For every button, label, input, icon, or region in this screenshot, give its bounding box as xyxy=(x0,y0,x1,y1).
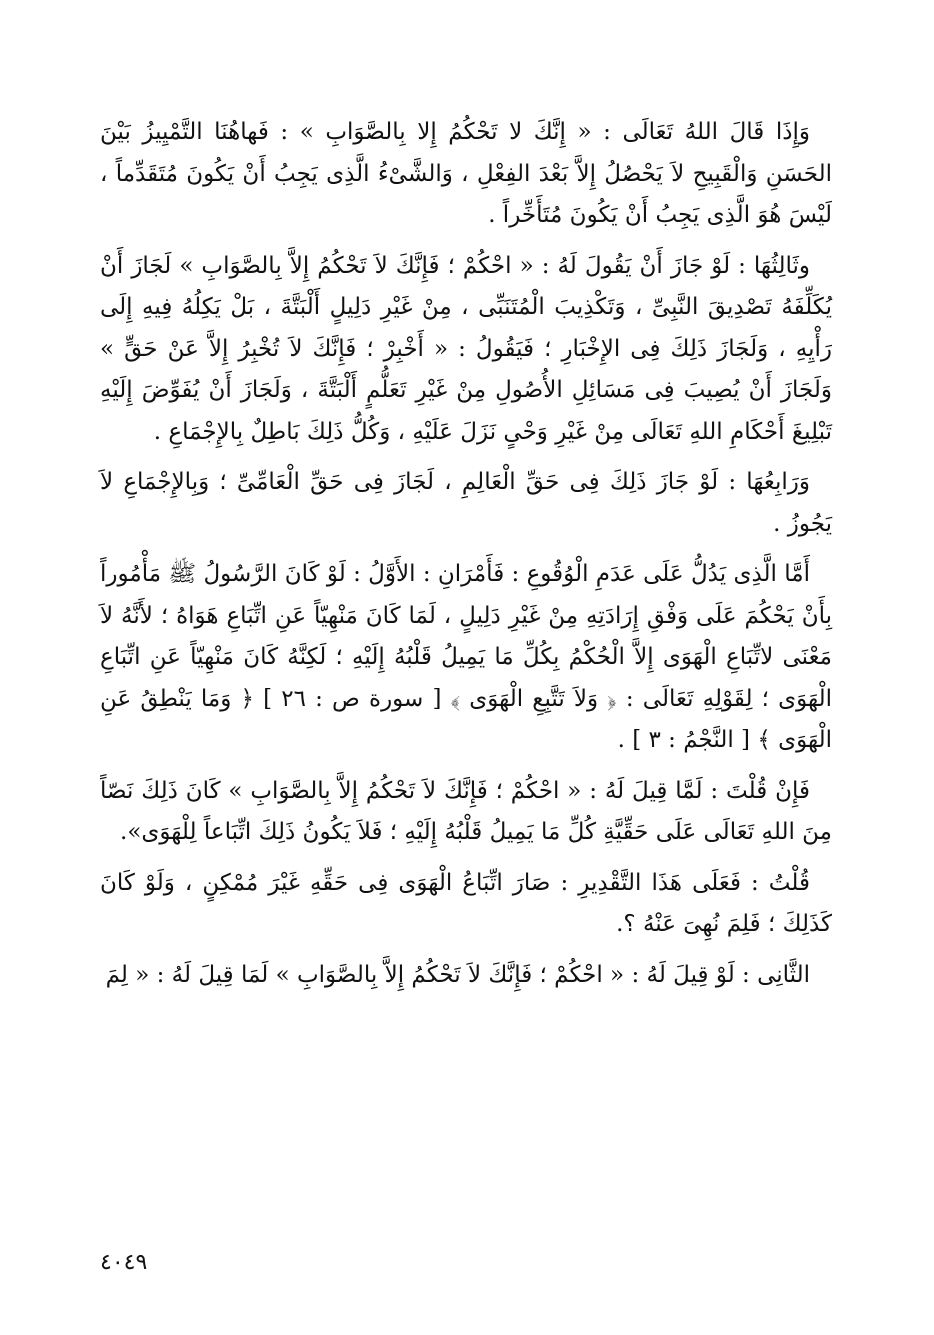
paragraph-7: الثَّانِى : لَوْ قِيلَ لَهُ : « احْكُمْ ؛ فَإِنَّكَ لاَ تَحْكُمُ إِلاَّ بِالصَّوَابِ » لَمَا قِيلَ لَهُ : « لِمَ xyxy=(105,961,810,988)
page-number: ٤٠٤٩ xyxy=(100,1250,148,1275)
paragraph-5: فَإِنْ قُلْتَ : لَمَّا قِيلَ لَهُ : « احْكُمْ ؛ فَإِنَّكَ لاَ تَحْكُمُ إِلاَّ بِالصَّوَابِ » كَانَ ذَلِكَ نَصّاً مِنَ اللهِ تَعَالَى عَلَى حَقِّيَّةِ كُلِّ مَا يَمِيلُ قَلْبُهُ إِلَيْهِ ؛ فَلاَ يَكُونُ ذَلِكَ اتِّبَاعاً لِلْهَوَى». xyxy=(100,777,832,845)
paragraph-3: وَرَابِعُهَا : لَوْ جَازَ ذَلِكَ فِى حَقِّ الْعَالِمِ ، لَجَازَ فِى حَقِّ الْعَامِّىِّ ؛ وَبِالإِجْمَاعِ لاَ يَجُوزُ . xyxy=(100,469,832,537)
paragraph-2: وثَالِثُهَا : لَوْ جَازَ أَنْ يَقُولَ لَهُ : « احْكُمْ ؛ فَإِنَّكَ لاَ تَحْكُمُ إِلاَّ بِالصَّوَابِ » لَجَازَ أَنْ يُكَلِّفَهُ تَصْدِيقَ النَّبِىِّ ، وَتَكْذِيبَ الْمُتَنَبِّى ، مِنْ غَيْرِ دَلِيلٍ أَلْبَتَّةَ ، بَلْ يَكِلُهُ فِيهِ إِلَى رَأْيِهِ ، وَلَجَازَ ذَلِكَ فِى الإِخْبَارِ ؛ فَيَقُولُ : « أَخْبِرْ ؛ فَإِنَّكَ لاَ تُخْبِرُ إِلاَّ عَنْ حَقٍّ » وَلَجَازَ أَنْ يُصِيبَ فِى مَسَائِلِ الأُصُولِ مِنْ غَيْرِ تَعَلُّمٍ أَلْبَتَّةَ ، وَلَجَازَ أَنْ يُفَوِّضَ إِلَيْهِ تَبْلِيغَ أَحْكَامِ اللهِ تَعَالَى مِنْ غَيْرِ وَحْىٍ نَزَلَ عَلَيْهِ ، وَكُلُّ ذَلِكَ بَاطِلٌ بِالإِجْمَاعِ . xyxy=(100,252,832,445)
paragraph-6: قُلْتُ : فَعَلَى هَذَا التَّقْدِيرِ : صَارَ اتِّبَاعُ الْهَوَى فِى حَقِّهِ غَيْرَ مُمْكِنٍ ، وَلَوْ كَانَ كَذَلِكَ ؛ فَلِمَ نُهِىَ عَنْهُ ؟. xyxy=(100,869,832,937)
paragraph-4: أَمَّا الَّذِى يَدُلُّ عَلَى عَدَمِ الْوُقُوعِ : فَأَمْرَانِ : الأَوَّلُ : لَوْ كَانَ الرَّسُولُ ﷺ مَأْمُوراً بِأَنْ يَحْكُمَ عَلَى وَفْقِ إِرَادَتِهِ مِنْ غَيْرِ دَلِيلٍ ، لَمَا كَانَ مَنْهِيّاً عَنِ اتِّبَاعِ هَوَاهُ ؛ لأَنَّهُ لاَ مَعْنَى لاتِّبَاعِ الْهَوَى إِلاَّ الْحُكْمُ بِكُلِّ مَا يَمِيلُ قَلْبُهُ إِلَيْهِ ؛ لَكِنَّهُ كَانَ مَنْهِيّاً عَنِ اتِّبَاعِ الْهَوَى ؛ لِقَوْلِهِ تَعَالَى : ﴿ وَلاَ تَتَّبِعِ الْهَوَى ﴾ [ سورة ص : ٢٦ ] ﴿ وَمَا يَنْطِقُ عَنِ الْهَوَى ﴾ [ النَّجْمُ : ٣ ] . xyxy=(100,561,833,753)
paragraph-1: وَإِذَا قَالَ اللهُ تَعَالَى : « إِنَّكَ لا تَحْكُمُ إِلا بِالصَّوَابِ » : فَهاهُنَا التَّمْيِيزُ بَيْنَ الحَسَنِ وَالْقَبِيحِ لاَ يَحْصُلُ إِلاَّ بَعْدَ الفِعْلِ ، وَالشَّىْءُ الَّذِى يَجِبُ أَنْ يَكُونَ مُتَقَدِّماً ، لَيْسَ هُوَ الَّذِى يَجِبُ أَنْ يَكُونَ مُتَأَخِّراً . xyxy=(100,119,832,228)
body-text xyxy=(100,112,832,996)
